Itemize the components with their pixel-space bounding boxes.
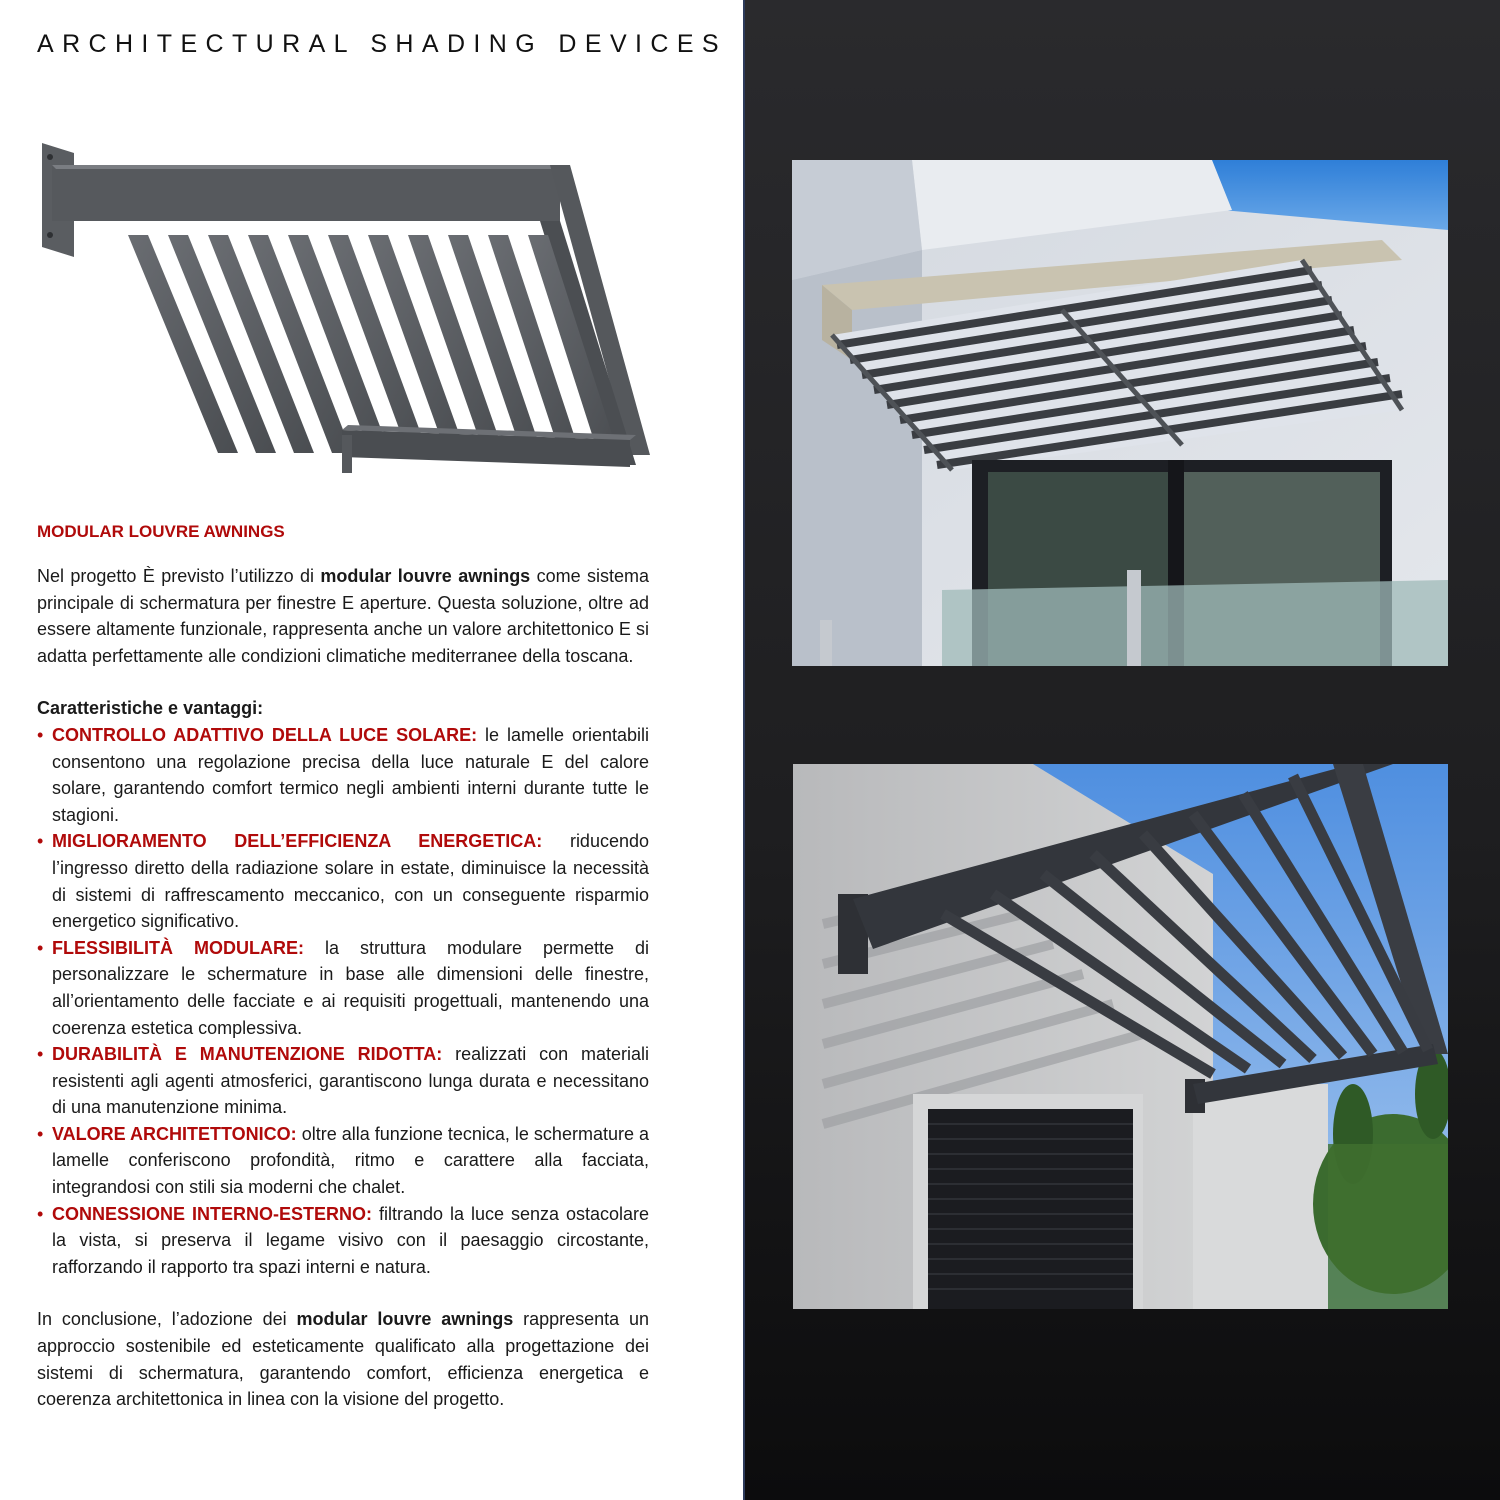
feature-title: CONTROLLO ADATTIVO DELLA LUCE SOLARE: [52,724,478,745]
intro-paragraph [37,563,649,669]
feature-title: MIGLIORAMENTO DELL’EFFICIENZA ENERGETICA: [52,831,543,852]
conclusion-text-before: In conclusione, l’adozione dei [37,1309,297,1330]
feature-item [37,935,649,1041]
feature-text: oltre alla funzione tecnica, le schermature a lamelle conferiscono profondità, ritmo e carattere alla facciata, integrandosi con stili sia moderni che chalet. [52,1123,649,1198]
feature-text: le lamelle orientabili consentono una regolazione precisa della luce naturale E del calore solare, garantendo comfort termico negli ambienti interni durante tutte le stagioni. [52,724,649,825]
feature-text: filtrando la luce senza ostacolare la vista, si preserva il legame visivo con il paesaggio circostante, rafforzando il rapporto tra spazi interni e natura. [52,1203,649,1277]
conclusion-paragraph [37,1306,649,1412]
feature-title: DURABILITÀ E MANUTENZIONE RIDOTTA: [52,1044,443,1065]
conclusion-text-bold: modular louvre awnings [296,1309,514,1330]
feature-title: VALORE ARCHITETTONICO: [52,1123,297,1144]
bullet-icon: • [37,937,44,958]
feature-item [37,1201,649,1281]
feature-item [37,828,649,934]
feature-item [37,1121,649,1201]
feature-item [37,1041,649,1121]
photo-awning-over-garage [793,764,1448,1309]
intro-text-bold: modular louvre awnings [320,566,531,586]
feature-title: CONNESSIONE INTERNO-ESTERNO: [52,1203,372,1224]
photo-awning-over-window [792,160,1448,666]
features-list [37,722,649,1280]
intro-text-after: come sistema principale di schermatura per finestre E aperture. Questa soluzione, oltre ad essere altamente funzionale, rappresenta anche un valore architettonico E si adatta perfettamente alle condizioni climatiche mediterranee della toscana. [37,566,649,666]
louvre-awning-render [30,135,670,475]
bullet-icon: • [37,831,44,852]
feature-item [37,722,649,828]
features-heading: Caratteristiche e vantaggi: [37,698,264,719]
section-heading: MODULAR LOUVRE AWNINGS [37,522,285,541]
intro-text-before: Nel progetto È previsto l’utilizzo di [37,566,321,586]
feature-text: riducendo l’ingresso diretto della radiazione solare in estate, diminuisce la necessità di sistemi di raffrescamento meccanico, con un conseguente risparmio energetico significativo. [52,831,650,932]
text-column [37,520,649,1431]
bullet-icon: • [37,724,44,745]
bullet-icon: • [37,1044,44,1065]
bullet-icon: • [37,1203,44,1224]
page-title: ARCHITECTURAL SHADING DEVICES [37,30,727,58]
feature-text: la struttura modulare permette di personalizzare le schermature in base alle dimensioni delle finestre, all’orientamento delle facciate e ai requisiti progettuali, mantenendo una coerenza estetica complessiva. [52,937,649,1038]
conclusion-text-after: rappresenta un approccio sostenibile ed esteticamente qualificato alla progettazione dei sistemi di schermatura, garantendo comfort, efficienza energetica e coerenza architettonica in linea con la visione del progetto. [37,1309,649,1410]
feature-title: FLESSIBILITÀ MODULARE: [52,937,304,958]
bullet-icon: • [37,1123,44,1144]
feature-text: realizzati con materiali resistenti agli agenti atmosferici, garantiscono lunga durata e necessitano di una manutenzione minima. [52,1044,649,1118]
